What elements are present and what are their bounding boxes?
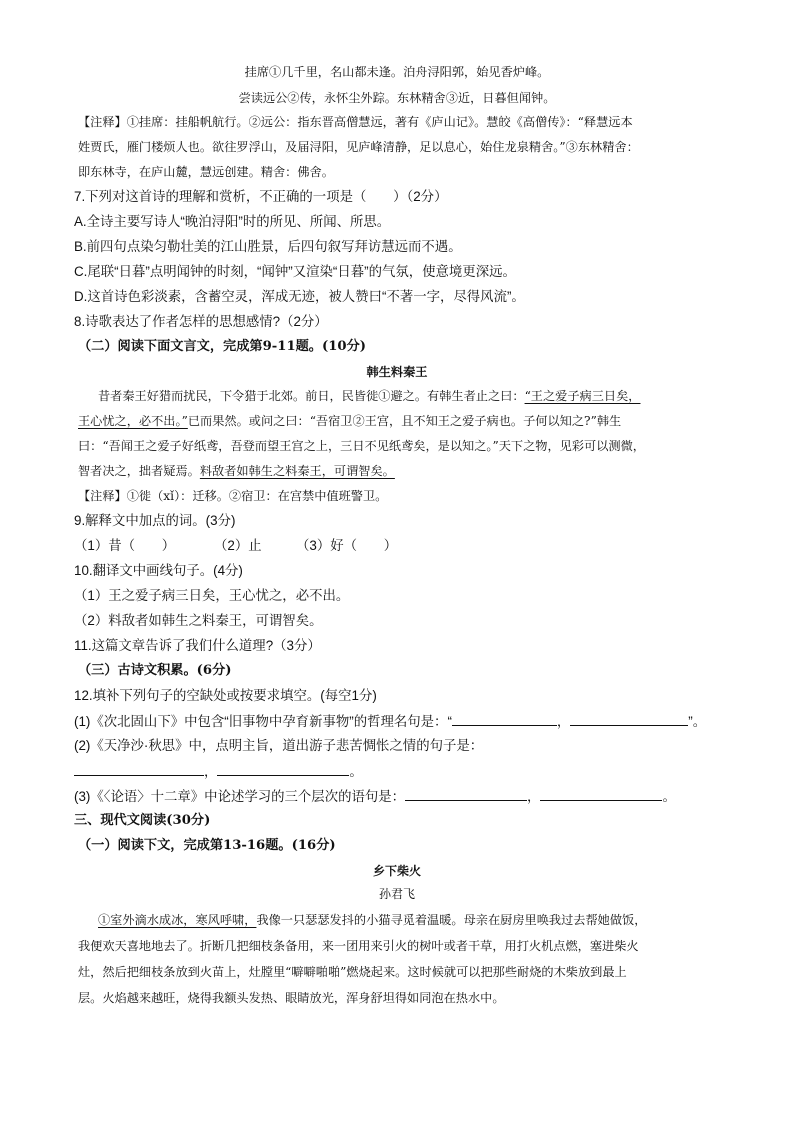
modern-text-line-2: 我便欢天喜地地去了。折断几把细枝条备用，来一团用来引火的树叶或者干草，用打火机点燃，塞进柴火 [78,939,639,953]
question-12-item-2: (2)《天净沙·秋思》中，点明主旨，道出游子悲苦惆怅之情的句子是： [74,738,484,753]
classical-text-title: 韩生料秦王 [366,365,428,379]
classical-text-note: 【注释】①徙（xǐ）：迁移。②宿卫：在宫禁中值班警卫。 [78,489,388,503]
modern-text-line-1 [98,910,758,930]
question-7-stem: 7.下列对这首诗的理解和赏析，不正确的一项是（ ）（2分） [74,189,448,204]
underlined-sentence-1b: 王心忧之，必不出。” [78,414,188,428]
section-3-heading: （三）古诗文积累。(6分) [78,663,232,678]
question-8: 8.诗歌表达了作者怎样的思想感情?（2分） [74,314,328,329]
period: 。 [349,764,363,779]
poem-note-line-2: 姓贾氏，雁门楼烦人也。欲往罗浮山，及届浔阳，见庐峰清静，足以息心，始住龙泉精舍。”③东林精舍： [78,140,639,154]
part-3-heading: 三、现代文阅读(30分) [74,813,211,828]
modern-text-title: 乡下柴火 [372,864,421,878]
part-3-subheading: （一）阅读下文，完成第13-16题。(16分) [78,838,336,853]
poem-line-2: 尝读远公②传，永怀尘外踪。东林精舍③近，日暮但闻钟。 [238,91,556,105]
answer-blank[interactable] [217,761,349,776]
question-7-option-d: D.这首诗色彩淡素，含蓄空灵，浑成无迹，被人赞曰“不著一字，尽得风流”。 [74,289,525,304]
poem-note-line-1: 【注释】①挂席：挂船帆航行。②远公：指东晋高僧慧远，著有《庐山记》。慧皎《高僧传》：“释慧远本 [78,115,633,129]
question-12-item-1-prompt: (1)《次北固山下》中包含“旧事物中孕育新事物”的哲理名句是：“ [74,714,452,729]
modern-text-line-3: 灶，然后把细枝条放到火苗上，灶膛里“噼噼啪啪”燃烧起来。这时候就可以把那些耐烧的木柴放到最上 [78,965,627,979]
question-10-item-2: （2）料敌者如韩生之料秦王，可谓智矣。 [74,613,323,628]
modern-text-segment: 我像一只瑟瑟发抖的小猫寻觅着温暖。母亲在厨房里唤我过去帮她做饭， [256,913,647,927]
classical-text-segment: 智者决之，拙者疑焉。 [78,464,200,478]
underlined-sentence-1a: “王之爱子病三日矣， [524,389,641,403]
answer-blank[interactable] [452,711,557,726]
answer-blank[interactable] [540,786,662,801]
separator: ， [204,764,218,779]
poem-note-line-3: 即东林寺，在庐山麓，慧远创建。精舍：佛舍。 [78,165,334,179]
separator: ， [556,714,571,729]
underlined-sentence-2: 料敌者如韩生之料秦王，可谓智矣。 [199,464,395,478]
modern-text-line-4: 层。火焰越来越旺，烧得我额头发热、眼睛放光，浑身舒坦得如同泡在热水中。 [78,991,505,1005]
classical-text-line-3: 曰：“吾闻王之爱子好纸鸢，吾登而望王宫之上，三日不见纸鸢矣，是以知之。”天下之物，见彩可以测微， [78,439,645,453]
question-12-stem: 12.填补下列句子的空缺处或按要求填空。(每空1分) [74,688,377,703]
answer-blank[interactable] [405,786,527,801]
answer-blank[interactable] [74,761,204,776]
answer-blank[interactable] [570,711,688,726]
question-12-item-2-answers [74,761,734,782]
question-11: 11.这篇文章告诉了我们什么道理?（3分） [74,638,321,653]
question-12-item-1 [74,711,734,732]
section-2-heading: （二）阅读下面文言文，完成第9-11题。(10分) [78,339,367,354]
separator: ， [527,789,541,804]
underlined-sentence: ①室外滴水成冰，寒风呼啸， [98,913,257,927]
question-9-item-3: （3）好（ ） [296,538,398,553]
question-7-option-c: C.尾联“日暮”点明闻钟的时刻，“闻钟”又渲染“日暮”的气氛，使意境更深远。 [74,264,516,279]
classical-text-segment: 昔者秦王好猎而扰民，下令猎于北郊。前日，民皆徙①避之。有韩生者止之曰： [98,389,525,403]
question-10-stem: 10.翻译文中画线句子。(4分) [74,563,243,578]
question-9-items [74,536,734,556]
question-9-stem: 9.解释文中加点的词。(3分) [74,513,236,528]
closing-quote: ”。 [688,714,707,729]
poem-line-1: 挂席①几千里，名山都未逢。泊舟浔阳郭，始见香炉峰。 [244,65,550,79]
question-9-item-2: （2）止 [214,538,262,553]
question-7-option-a: A.全诗主要写诗人“晚泊浔阳”时的所见、所闻、所思。 [74,214,391,229]
modern-text-author: 孙君飞 [378,887,415,901]
classical-text-segment: 已而果然。或问之曰：“吾宿卫②王宫，且不知王之爱子病也。子何以知之?”韩生 [187,414,622,428]
question-7-option-b: B.前四句点染匀勒壮美的江山胜景，后四句叙写拜访慧远而不遇。 [74,239,462,254]
classical-text-line-1 [98,386,758,406]
classical-text-line-2 [78,411,738,431]
period: 。 [662,789,676,804]
classical-text-line-4 [78,461,738,481]
question-12-item-3-prompt: (3)《〈论语〉十二章》中论述学习的三个层次的语句是： [74,789,406,804]
question-12-item-3 [74,786,734,807]
question-10-item-1: （1）王之爱子病三日矣，王心忧之，必不出。 [74,588,350,603]
question-9-item-1: （1）昔（ ） [74,538,176,553]
